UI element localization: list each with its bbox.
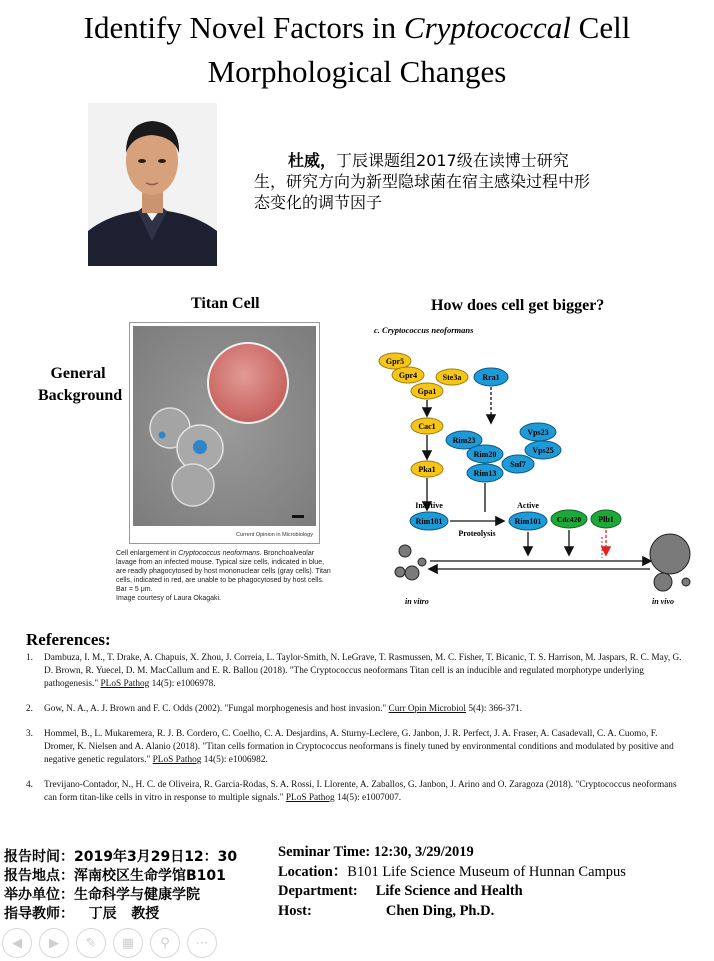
en-dept: Department: Life Science and Health bbox=[278, 883, 523, 899]
svg-text:Rra1: Rra1 bbox=[482, 373, 500, 382]
svg-text:Ste3a: Ste3a bbox=[442, 373, 462, 382]
journal-link[interactable]: Curr Opin Microbiol bbox=[388, 704, 467, 714]
references-title: References: bbox=[26, 630, 111, 649]
node-rim20 bbox=[467, 445, 503, 463]
prev-icon[interactable]: ◀ bbox=[2, 928, 32, 958]
svg-text:Plb1: Plb1 bbox=[598, 515, 614, 524]
svg-text:Gpa1: Gpa1 bbox=[417, 387, 437, 396]
titan-cell-image bbox=[129, 322, 320, 544]
svg-text:Vps25: Vps25 bbox=[532, 446, 554, 455]
cn-host: 指导教师： 丁辰 教授 bbox=[4, 906, 160, 922]
node-gpa1 bbox=[411, 383, 443, 399]
next-icon[interactable]: ▶ bbox=[39, 928, 69, 958]
svg-text:Rim13: Rim13 bbox=[473, 469, 497, 478]
general-background-label: General Background bbox=[38, 365, 123, 404]
svg-text:Snf7: Snf7 bbox=[510, 460, 526, 469]
en-time: Seminar Time: 12:30, 3/29/2019 bbox=[278, 844, 474, 860]
svg-text:Vps23: Vps23 bbox=[527, 428, 549, 437]
node-pka1 bbox=[411, 461, 443, 477]
cn-dept: 举办单位：生命科学与健康学院 bbox=[4, 887, 200, 903]
node-rim101-inactive bbox=[410, 512, 448, 530]
pathway-diagram bbox=[370, 322, 700, 612]
speaker-bio bbox=[254, 150, 594, 213]
zoom-icon[interactable]: ⚲ bbox=[150, 928, 180, 958]
more-icon[interactable]: ⋯ bbox=[187, 928, 217, 958]
cn-time: 报告时间：2019年3月29日12：30 bbox=[4, 849, 238, 865]
node-vps23 bbox=[520, 423, 556, 441]
title-line-2: Morphological Changes bbox=[207, 54, 507, 89]
pen-icon[interactable]: ✎ bbox=[76, 928, 106, 958]
reference-item: 3. Hommel, B., L. Mukaremera, R. J. B. Cordero, C. Coelho, C. A. Desjardins, A. Sturny-Leclere, G. Janbon, J. R. Perfect, J. A. Fraser, A. Casadevall, C. A. Cuomo, F. Dromer, K. Nielsen and A. Alanio (2018). "Titan cells formation in Cryptococcus neoformans is finely tuned by environmental conditions and modulated by positive and negative genetic regulators." PLoS Pathog 14(5): e1006982. bbox=[26, 729, 674, 765]
in-vitro-label: in vitro bbox=[405, 597, 429, 606]
speaker-description: 丁辰课题组2017级在读博士研究生，研究方向为新型隐球菌在宿主感染过程中形态变化的调节因子 bbox=[254, 151, 591, 212]
caption-credit: Image courtesy of Laura Okagaki. bbox=[116, 595, 222, 602]
node-rim101-active bbox=[509, 512, 547, 530]
node-gpr4 bbox=[392, 367, 424, 383]
titan-caption bbox=[116, 549, 336, 603]
svg-text:Cdc420: Cdc420 bbox=[556, 515, 582, 524]
node-cdc420 bbox=[551, 510, 587, 528]
node-cac1 bbox=[411, 418, 443, 434]
cn-place: 报告地点：浑南校区生命学馆B101 bbox=[4, 868, 226, 884]
node-snf7 bbox=[502, 455, 534, 473]
speaker-photo bbox=[88, 103, 217, 266]
reference-item: 4. Trevijano-Contador, N., H. C. de Oliveira, R. Garcia-Rodas, S. A. Rossi, I. Llorente, A. Zaballos, G. Janbon, J. Arino and O. Zaragoza (2018). "Cryptococcus neoformans can form titan-like cells in vitro in response to multiple signals." PLoS Pathog 14(5): e1007007. bbox=[26, 780, 677, 803]
seminar-info-en bbox=[278, 843, 626, 921]
proteolysis-label: Proteolysis bbox=[458, 529, 496, 538]
en-location: Location：B101 Life Science Museum of Hunnan Campus bbox=[278, 863, 626, 880]
en-host: Host: Chen Ding, Ph.D. bbox=[278, 902, 495, 919]
speaker-name: 杜威， bbox=[288, 151, 337, 170]
cell-bigger-heading: How does cell get bigger? bbox=[431, 297, 605, 314]
poster-title bbox=[0, 6, 714, 94]
titan-cell-heading: Titan Cell bbox=[191, 295, 260, 312]
svg-text:Rim101: Rim101 bbox=[514, 517, 542, 526]
references-list bbox=[26, 652, 686, 817]
journal-link[interactable]: PLoS Pathog bbox=[285, 793, 335, 803]
image-source-label: Current Opinion in Microbiology bbox=[235, 532, 313, 538]
journal-link[interactable]: PLoS Pathog bbox=[100, 679, 150, 689]
active-label: Active bbox=[517, 501, 539, 510]
inactive-label: Inactive bbox=[415, 501, 443, 510]
node-vps25 bbox=[525, 441, 561, 459]
svg-text:Rim20: Rim20 bbox=[473, 450, 497, 459]
svg-text:Pka1: Pka1 bbox=[418, 465, 436, 474]
slide-nav bbox=[2, 928, 217, 958]
node-rim13 bbox=[467, 464, 503, 482]
seminar-info-cn bbox=[4, 848, 237, 924]
node-ste3a bbox=[436, 369, 468, 385]
node-rra1 bbox=[474, 368, 508, 386]
diagram-label: c. Cryptococcus neoformans bbox=[374, 325, 474, 335]
in-vivo-label: in vivo bbox=[652, 597, 674, 606]
svg-text:Gpr5: Gpr5 bbox=[385, 357, 405, 366]
svg-text:Rim101: Rim101 bbox=[415, 517, 443, 526]
slides-icon[interactable]: ▦ bbox=[113, 928, 143, 958]
svg-text:Cac1: Cac1 bbox=[418, 422, 436, 431]
svg-text:Rim23: Rim23 bbox=[452, 436, 476, 445]
reference-item: 1. Dambuza, I. M., T. Drake, A. Chapuis, X. Zhou, J. Correia, L. Taylor-Smith, N. LeGrave, T. Rasmussen, M. C. Fisher, T. Bicanic, T. S. Harrison, M. Jaspars, R. C. May, G. D. Brown, R. Yuecel, D. M. MacCallum and E. R. Ballou (2018). "The Cryptococcus neoformans Titan cell is an inducible and regulated morphotype underlying pathogenesis." PLoS Pathog 14(5): e1006978. bbox=[26, 653, 682, 689]
caption-bar: Bar = 5 μm. bbox=[116, 586, 153, 593]
caption-main: Cell enlargement in Cryptococcus neoformans. Bronchoalveolar lavage from an infected mouse. Typical size cells, indicated in blue, are readly phagocytosed by host mononuclear cells (gray cells). Titan cells, indicated in red, are unable to be phagocytosed by host cells. bbox=[116, 550, 331, 584]
title-line-1: Identify Novel Factors in Cryptococcal Cell bbox=[83, 10, 631, 45]
journal-link[interactable]: PLoS Pathog bbox=[152, 755, 202, 765]
svg-text:Gpr4: Gpr4 bbox=[398, 371, 418, 380]
reference-item: 2. Gow, N. A., A. J. Brown and F. C. Odds (2002). "Fungal morphogenesis and host invasion." Curr Opin Microbiol 5(4): 366-371. bbox=[26, 704, 523, 714]
node-plb1 bbox=[591, 510, 621, 528]
